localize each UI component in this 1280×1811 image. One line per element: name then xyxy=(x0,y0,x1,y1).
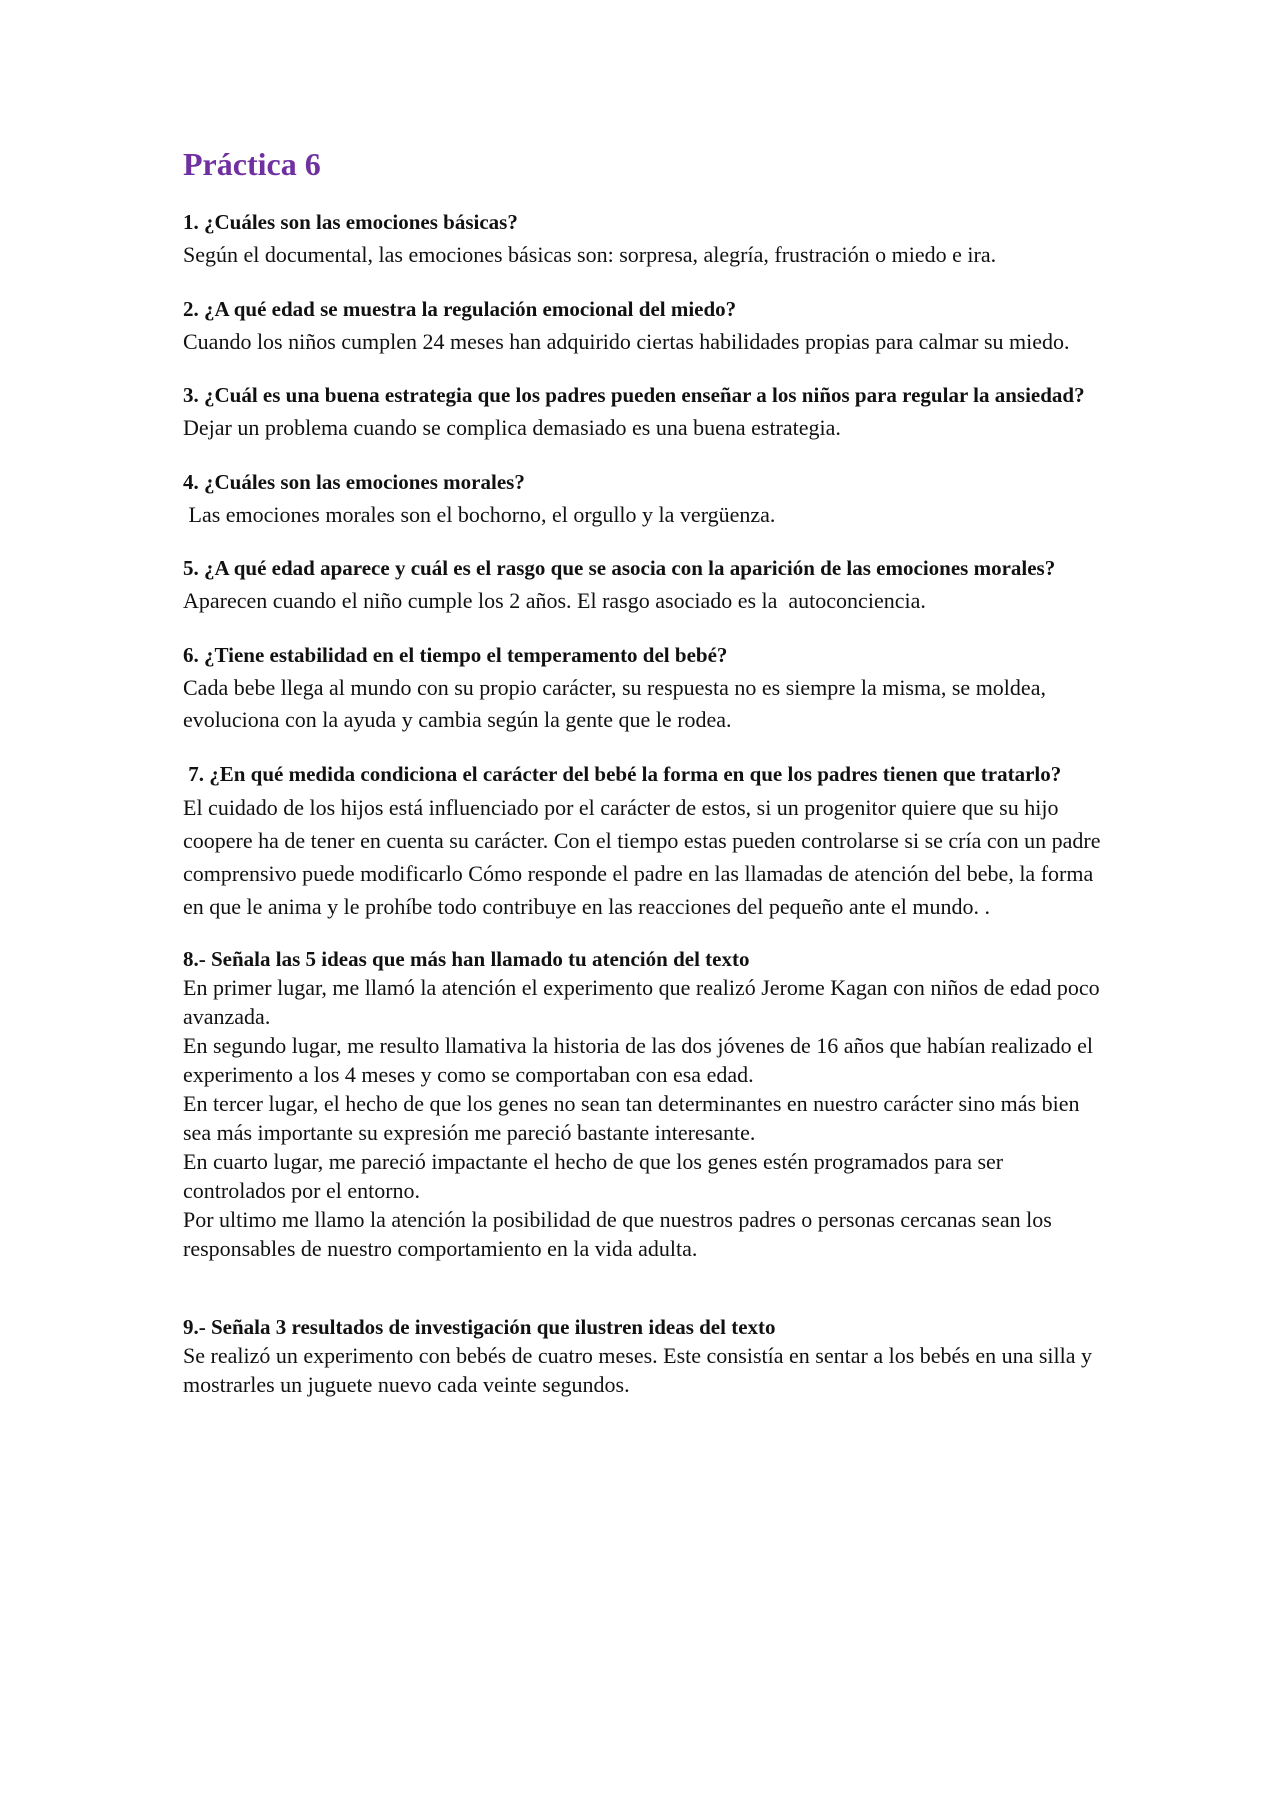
answer-6: Cada bebe llega al mundo con su propio carácter, su respuesta no es siempre la misma, se moldea, evoluciona con la ayuda y cambia según la gente que le rodea. xyxy=(183,674,1046,732)
answer-8-idea-1: En primer lugar, me llamó la atención el experimento que realizó Jerome Kagan con niños de edad poco avanzada. xyxy=(183,974,1100,1029)
section-9 xyxy=(183,1313,1103,1399)
section-7 xyxy=(183,758,1103,923)
question-3: 3. ¿Cuál es una buena estrategia que los padres pueden enseñar a los niños para regular la ansiedad? xyxy=(183,383,1085,407)
question-6: 6. ¿Tiene estabilidad en el tiempo el temperamento del bebé? xyxy=(183,642,728,667)
document-page xyxy=(183,148,1103,1420)
section-8 xyxy=(183,945,1103,1263)
section-6 xyxy=(183,639,1103,737)
answer-8-idea-5: Por ultimo me llamo la atención la posibilidad de que nuestros padres o personas cercanas sean los responsables de nuestro comportamiento en la vida adulta. xyxy=(183,1206,1052,1261)
question-2: 2. ¿A qué edad se muestra la regulación emocional del miedo? xyxy=(183,296,737,321)
answer-2: Cuando los niños cumplen 24 meses han adquirido ciertas habilidades propias para calmar su miedo. xyxy=(183,328,1070,354)
section-1 xyxy=(183,206,1103,272)
question-5: 5. ¿A qué edad aparece y cuál es el rasgo que se asocia con la aparición de las emociones morales? xyxy=(183,556,1056,580)
answer-5: Aparecen cuando el niño cumple los 2 años. El rasgo asociado es la autoconciencia. xyxy=(183,588,926,613)
question-7: 7. ¿En qué medida condiciona el carácter del bebé la forma en que los padres tienen que tratarlo? xyxy=(183,761,1062,786)
answer-8-idea-2: En segundo lugar, me resulto llamativa la historia de las dos jóvenes de 16 años que habían realizado el experimento a los 4 meses y como se comportaban con esa edad. xyxy=(183,1032,1094,1087)
answer-3: Dejar un problema cuando se complica demasiado es una buena estrategia. xyxy=(183,415,841,440)
section-4 xyxy=(183,466,1103,532)
answer-8-idea-4: En cuarto lugar, me pareció impactante el hecho de que los genes estén programados para ser controlados por el entorno. xyxy=(183,1148,1004,1203)
answer-7: El cuidado de los hijos está influenciado por el carácter de estos, si un progenitor quiere que su hijo coopere ha de tener en cuenta su carácter. Con el tiempo estas pueden controlarse si se cría con un padre comprensivo puede modificarlo Cómo responde el padre en las llamadas de atención del bebe, la forma en que le anima y le prohíbe todo contribuye en las reacciones del pequeño ante el mundo. . xyxy=(183,794,1101,919)
question-8: 8.- Señala las 5 ideas que más han llamado tu atención del texto xyxy=(183,946,750,971)
answer-1: Según el documental, las emociones básicas son: sorpresa, alegría, frustración o miedo e ira. xyxy=(183,242,997,267)
question-9: 9.- Señala 3 resultados de investigación que ilustren ideas del texto xyxy=(183,1314,776,1339)
answer-9: Se realizó un experimento con bebés de cuatro meses. Este consistía en sentar a los bebés en una silla y mostrarles un juguete nuevo cada veinte segundos. xyxy=(183,1342,1093,1397)
page-title: Práctica 6 xyxy=(183,146,321,182)
section-2 xyxy=(183,293,1103,359)
question-1: 1. ¿Cuáles son las emociones básicas? xyxy=(183,210,518,234)
section-3 xyxy=(183,379,1103,445)
question-4: 4. ¿Cuáles son las emociones morales? xyxy=(183,469,525,494)
answer-8-idea-3: En tercer lugar, el hecho de que los genes no sean tan determinantes en nuestro carácter sino más bien sea más importante su expresión me pareció bastante interesante. xyxy=(183,1090,1080,1145)
answer-4: Las emociones morales son el bochorno, el orgullo y la vergüenza. xyxy=(183,501,776,527)
section-5 xyxy=(183,552,1103,618)
